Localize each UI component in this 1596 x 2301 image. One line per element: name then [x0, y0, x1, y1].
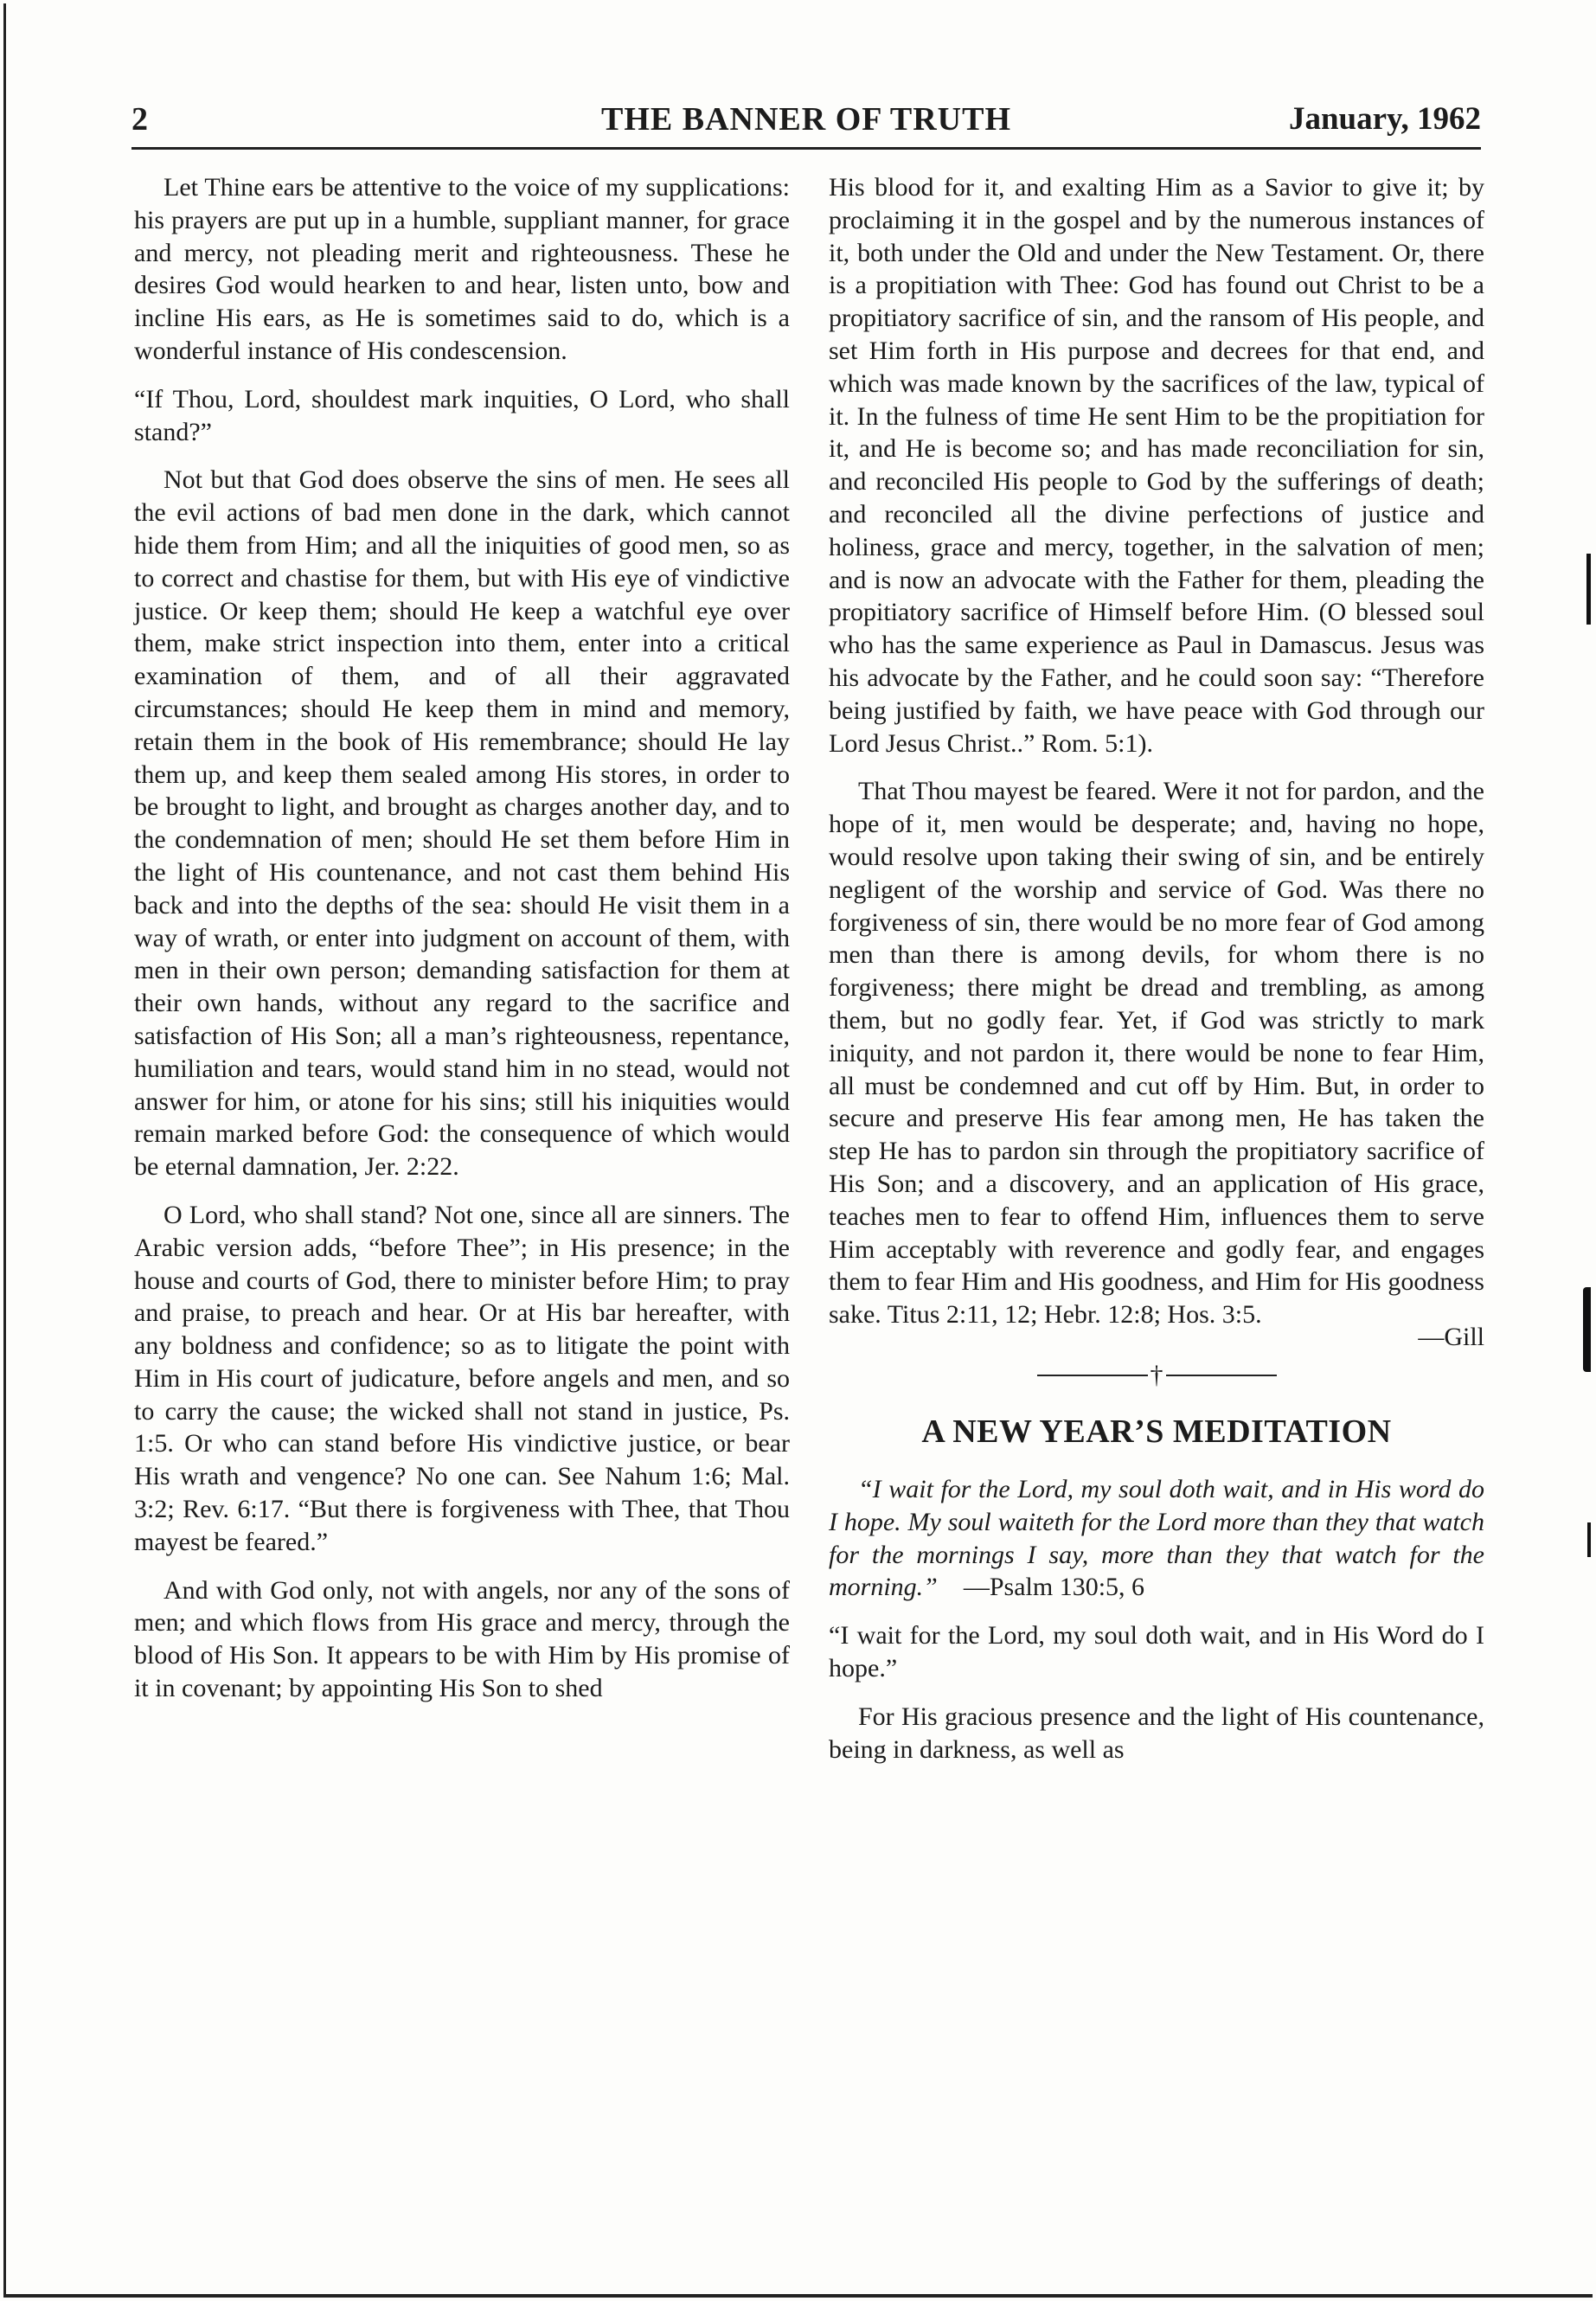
author-signature: —Gill: [1418, 1322, 1484, 1351]
scan-mark: [1586, 554, 1591, 625]
scan-mark: [1583, 1287, 1591, 1372]
paragraph: Let Thine ears be attentive to the voice of my supplications: his prayers are put up in a humble, suppliant manner, for grace and mercy, not pleading merit and righteousness. These he desires God would hearken to and hear, listen unto, bow and incline His ears, as He is sometimes said to do, which is a wonderful instance of His condescension.: [134, 173, 790, 365]
issue-date: January, 1962: [1288, 101, 1481, 137]
section-title: A NEW YEAR’S MEDITATION: [921, 1413, 1392, 1450]
paragraph: Not but that God does observe the sins of men. He sees all the evil actions of bad men done in the dark, which cannot hide them from Him; and all the iniquities of good men, so as to correct and chastise for them, but with His eye of vindictive justice. Or keep them; should He keep a watchful eye over them, make strict inspection into them, enter into a critical examination of them, and of all their aggravated circumstances; should He keep them in mind and memory, retain them in the book of His remembrance; should He lay them up, and keep them sealed among His stores, in order to be brought to light, and brought as charges another day, and to the condemnation of men; should He set them before Him in the light of His countenance, and not cast them behind His back and into the depths of the sea: should He visit them in a way of wrath, or enter into judgment on account of them, with men in their own person; demanding satisfaction for them at their own hands, without any regard to the sacrifice and satisfaction of His Son; all a man’s righteousness, repentance, humiliation and tears, would stand him in no stead, would not answer for him, or atone for his sins; still his iniquities would remain marked before God: the consequence of which would be eternal damnation, Jer. 2:22.: [134, 465, 790, 1182]
epigraph-reference: —Psalm 130:5, 6: [963, 1573, 1145, 1602]
paragraph: O Lord, who shall stand? Not one, since all are sinners. The Arabic version adds, “before Thee”; in His presence; in the house and courts of God, there to minister before Him; to pray and praise, to preach and hear. Or at His bar hereafter, with any boldness and confidence; so as to litigate the point with Him in His court of judicature, before angels and men, and so to carry the cause; the wicked shall not stand in justice, Ps. 1:5. Or who can stand before His vindictive justice, or bear His wrath and vengence? No one can. See Nahum 1:6; Mal. 3:2; Rev. 6:17. “But there is forgiveness with Thee, that Thou mayest be feared.”: [134, 1200, 790, 1556]
divider-line: [1166, 1375, 1277, 1376]
page-number: 2: [131, 101, 148, 138]
section-divider: [829, 1361, 1484, 1388]
epigraph: [829, 1473, 1484, 1604]
epigraph-text: “I wait for the Lord, my soul doth wait, and in His word do I hope. My soul waiteth for the Lord more than they that watch for the mornings I say, more than they that watch for the morning.”: [829, 1475, 1484, 1602]
publication-title: THE BANNER OF TRUTH: [600, 101, 1012, 138]
paragraph: “I wait for the Lord, my soul doth wait, and in His Word do I hope.”: [829, 1621, 1484, 1682]
dagger-ornament: †: [1150, 1361, 1163, 1389]
paragraph: For His gracious presence and the light of His countenance, being in darkness, as well as: [829, 1702, 1484, 1764]
page-header: [131, 97, 1481, 150]
divider-line: [1037, 1375, 1148, 1376]
right-column: [829, 171, 1484, 1781]
paragraph: His blood for it, and exalting Him as a Savior to give it; by proclaiming it in the gospel and by the numerous instances of it, both under the Old and under the New Testament. Or, there is a propitiation with Thee: God has found out Christ to be a propitiatory sacrifice of sin, and the ransom of His people, and set Him forth in His purpose and decrees for that end, and which was made known by the sacrifices of the law, typical of it. In the fulness of time He sent Him to be the propitiation for it, and He is become so; and has made reconciliation for sin, and reconciled His people to God by the sufferings of death; and reconciled all the divine perfections of justice and holiness, grace and mercy, together, in the salvation of men; and is now an advocate with the Father for them, pleading the propitiatory sacrifice of Himself before Him. (O blessed soul who has the same experience as Paul in Damascus. Jesus was his advocate by the Father, and he could soon say: “Therefore being justified by faith, we have peace with God through our Lord Jesus Christ..” Rom. 5:1).: [829, 173, 1484, 758]
scan-mark: [1587, 1522, 1591, 1557]
paragraph: That Thou mayest be feared. Were it not for pardon, and the hope of it, men would be desperate; and, having no hope, would resolve upon taking their swing of sin, and be entirely negligent of the worship and service of God. Was there no forgiveness of sin, there would be no more fear of God among men than there is among devils, for whom there is no forgiveness; there might be dread and trembling, as among them, but no godly fear. Yet, if God was strictly to mark iniquity, and not pardon it, there would be none to fear Him, all must be condemned and cut off by Him. But, in order to secure and preserve His fear among men, He has taken the step He has to pardon sin through the propitiatory sacrifice of His Son; and a discovery, and an application of His grace, teaches men to fear to offend Him, influences them to serve Him acceptably with reverence and godly fear, and engages them to fear Him and His goodness, and Him for His goodness sake. Titus 2:11, 12; Hebr. 12:8; Hos. 3:5.: [829, 777, 1484, 1330]
left-column: [134, 171, 790, 1721]
scripture-quote: “If Thou, Lord, shouldest mark inquities, O Lord, who shall stand?”: [134, 384, 790, 446]
paragraph: And with God only, not with angels, nor any of the sons of men; and which flows from His grace and mercy, through the blood of His Son. It appears to be with Him by His promise of it in covenant; by appointing His Son to shed: [134, 1575, 790, 1703]
